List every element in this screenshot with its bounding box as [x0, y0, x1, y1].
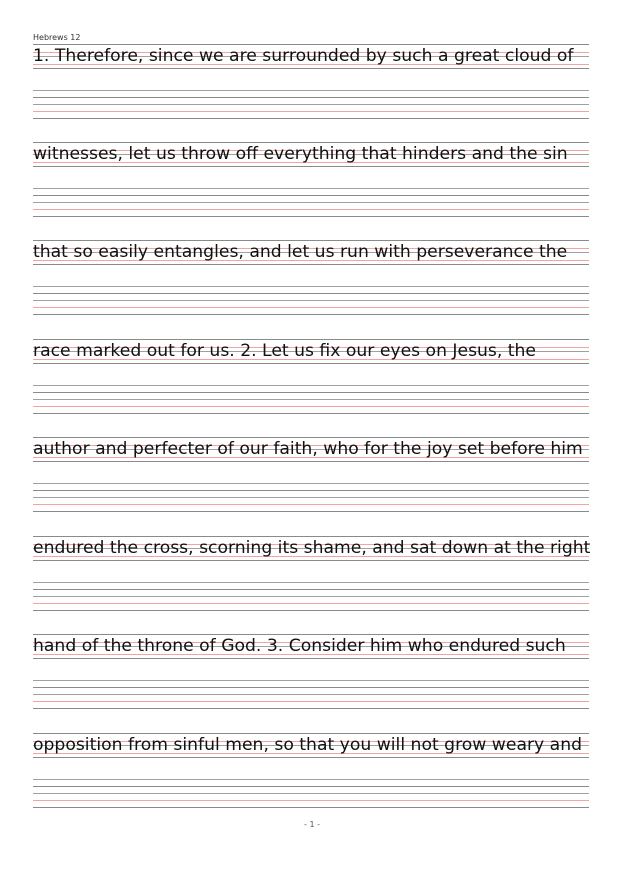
writing-block-1 — [33, 44, 589, 124]
writing-block-2 — [33, 142, 589, 222]
text-line: endured the cross, scorning its shame, and sat down at the right — [33, 538, 591, 558]
text-line: opposition from sinful men, so that you will not grow weary and — [33, 735, 583, 755]
writing-block-8 — [33, 733, 589, 813]
writing-block-7 — [33, 634, 589, 714]
text-line: witnesses, let us throw off everything that hinders and the sin — [33, 144, 568, 164]
text-line: that so easily entangles, and let us run with perseverance the — [33, 242, 568, 262]
text-line: hand of the throne of God. 3. Consider him who endured such — [33, 636, 566, 656]
text-line: author and perfecter of our faith, who for the joy set before him — [33, 439, 583, 459]
page-number: - 1 - — [304, 820, 320, 829]
writing-block-4 — [33, 339, 589, 419]
page-header: Hebrews 12 — [33, 33, 81, 42]
text-line: 1. Therefore, since we are surrounded by such a great cloud of — [33, 46, 574, 66]
writing-block-5 — [33, 437, 589, 517]
text-line: race marked out for us. 2. Let us fix our eyes on Jesus, the — [33, 341, 537, 361]
writing-block-6 — [33, 536, 589, 616]
writing-block-3 — [33, 240, 589, 320]
